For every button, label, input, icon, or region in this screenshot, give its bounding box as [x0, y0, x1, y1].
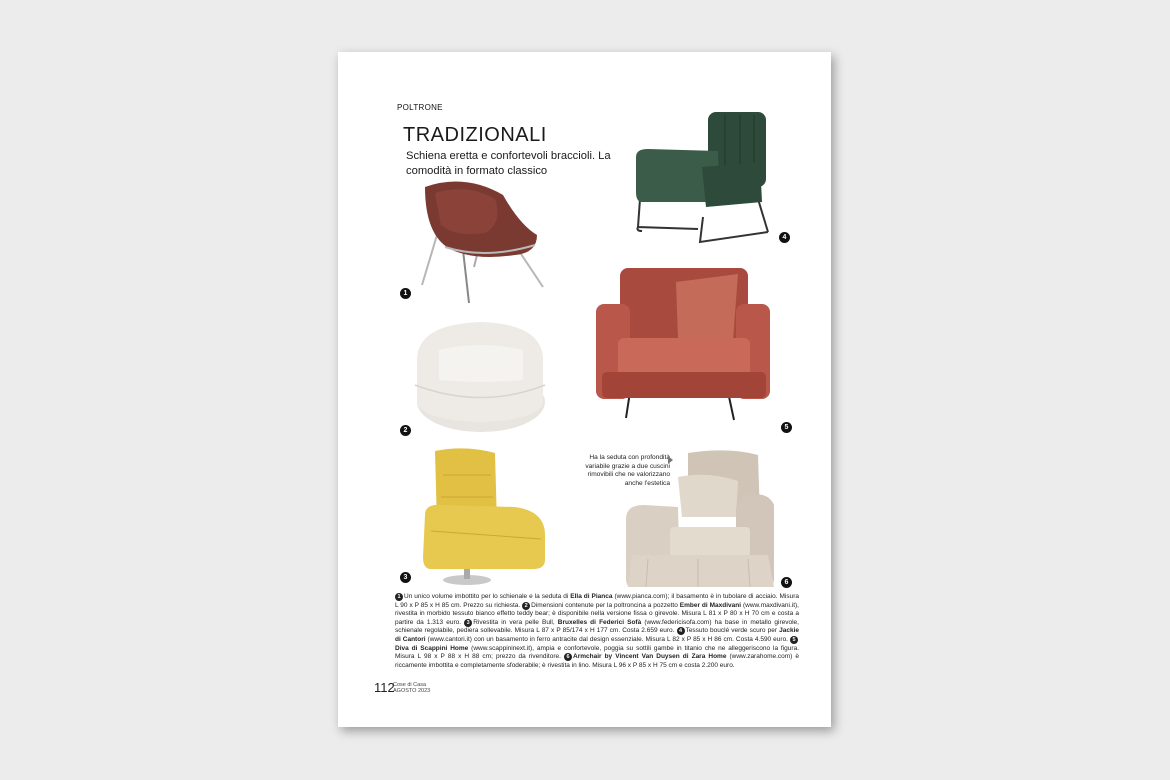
- desc-brand: Diva di Scappini Home: [395, 644, 469, 652]
- product-descriptions: [395, 593, 799, 670]
- desc-text: Un unico volume imbottito per lo schienale e la seduta di: [404, 593, 571, 600]
- product-callout: Ha la seduta con profondità variabile grazie a due cuscini rimovibili che ne valorizzano anche l'estetica: [585, 454, 670, 487]
- magazine-name: Cose di Casa: [393, 682, 427, 688]
- desc-number: 2: [522, 602, 530, 610]
- desc-text: (www.zarahome.com) è riccamente imbottita e completamente sfoderabile; è rivestita in lino. Misura L 96 x P 85 x H 75 cm e costa 2.200 euro.: [395, 653, 800, 669]
- armchair-3-illustration: [395, 445, 560, 588]
- product-number-4: 4: [779, 232, 790, 243]
- page-number: 112: [374, 680, 395, 695]
- desc-number: 5: [790, 636, 798, 644]
- magazine-issue: AGOSTO 2023: [393, 688, 431, 694]
- page-subtitle: Schiena eretta e confortevoli braccioli. La comodità in formato classico: [406, 150, 611, 177]
- product-image-1: [395, 175, 560, 310]
- product-number-3: 3: [400, 572, 411, 583]
- desc-text: Rivestita in vera pelle Bull,: [473, 618, 558, 626]
- page-title: TRADIZIONALI: [403, 124, 547, 146]
- desc-text: (www.pianca.com); il basamento è in tubolare di acciaio. Misura L 90 x P 85 x H 85 cm. Prezzo su richiesta.: [395, 593, 799, 609]
- product-image-2: [395, 310, 560, 440]
- product-number-1: 1: [400, 288, 411, 299]
- desc-text: (www.maxdivani.it), rivestita in morbido tessuto bianco effetto teddy bear; è disponibile nella versione fissa o girevole. Misura L 81 x P 80 x H 70 cm e costa a partire da 1.313 euro.: [395, 601, 799, 626]
- desc-brand: Jackie di Cantori: [395, 627, 799, 643]
- desc-brand: Bruxelles di Federici Sofà: [557, 618, 642, 626]
- product-image-5: [578, 252, 798, 437]
- product-image-3: [395, 445, 560, 588]
- armchair-4-illustration: [628, 107, 798, 247]
- magazine-info: [393, 682, 430, 694]
- desc-text: Tessuto bouclé verde scuro per: [685, 627, 780, 635]
- desc-brand: Ella di Pianca: [570, 593, 613, 600]
- desc-brand: Armchair by Vincent Van Duysen di Zara Home: [573, 653, 727, 661]
- section-label: POLTRONE: [397, 103, 443, 112]
- desc-brand: Ember di Maxdivani: [679, 601, 742, 609]
- desc-number: 1: [395, 593, 403, 601]
- desc-text: (www.federicisofa.com) ha base in metallo girevole, schienale regolabile, pediera sollevabile. Misura L 87 x P 85/174 x H 177 cm. Costa 2.659 euro.: [395, 618, 799, 635]
- desc-text: (www.scappininext.it), ampia e confortevole, poggia su sottili gambe in titanio che ne alleggeriscono la figura. Misura L 98 x P 88 x H 88 cm; prezzo da rivenditore.: [395, 644, 799, 661]
- magazine-page: [338, 52, 831, 727]
- armchair-1-illustration: [395, 175, 560, 310]
- product-number-2: 2: [400, 425, 411, 436]
- desc-number: 6: [564, 653, 572, 661]
- desc-text: (www.cantori.it) con un basamento in ferro antracite dal design essenziale. Misura L 82 x P 85 x H 86 cm. Costa 4.590 euro.: [425, 635, 790, 643]
- callout-arrow-icon: [668, 456, 673, 464]
- armchair-5-illustration: [578, 252, 798, 437]
- product-number-6: 6: [781, 577, 792, 588]
- desc-text: Dimensioni contenute per la poltroncina a pozzetto: [531, 601, 680, 609]
- product-image-4: [628, 107, 798, 247]
- desc-number: 4: [677, 627, 685, 635]
- desc-number: 3: [464, 619, 472, 627]
- armchair-2-illustration: [395, 310, 560, 440]
- product-number-5: 5: [781, 422, 792, 433]
